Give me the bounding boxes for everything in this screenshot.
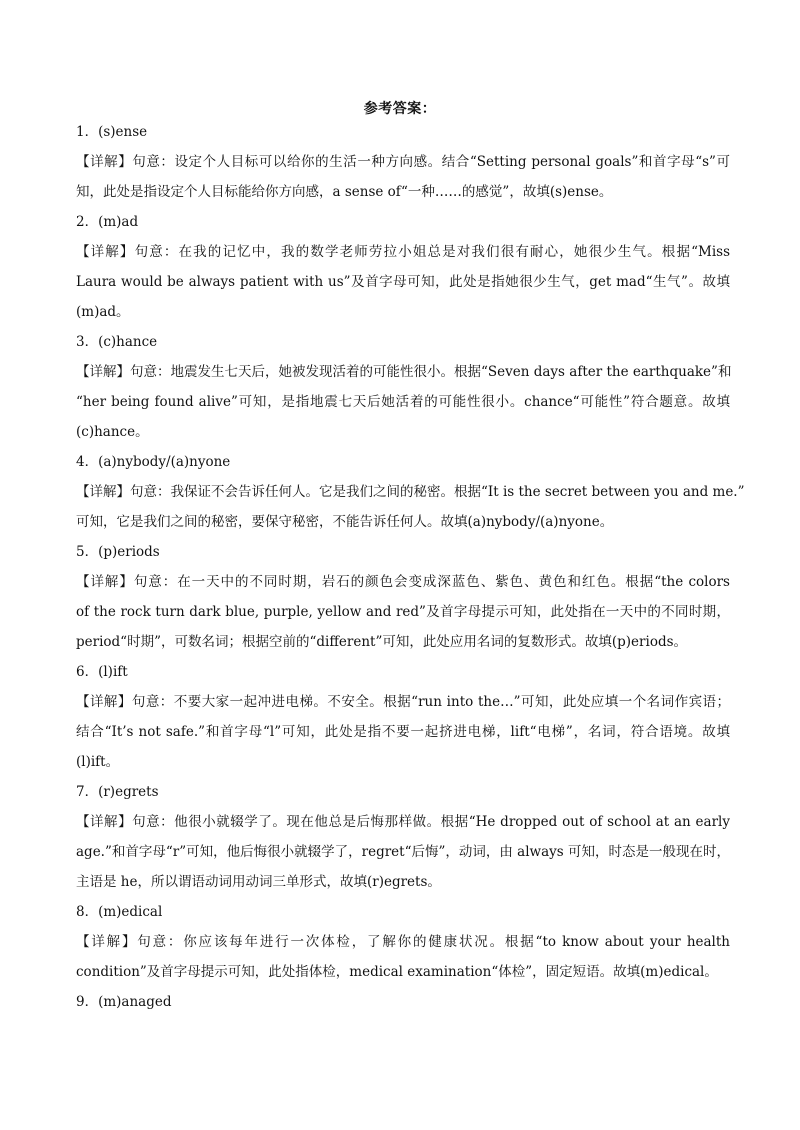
explanation-line: 知，此处是指设定个人目标能给你方向感，a sense of“一种……的感觉”，故填(s)ense。 — [76, 184, 613, 200]
explanation-line: 【详解】句意：我保证不会告诉任何人。它是我们之间的秘密。根据“It is the secret between you and me.” — [76, 484, 745, 500]
answer-number-line: 2．(m)ad — [76, 214, 139, 230]
explanation-line: of the rock turn dark blue, purple, yellow and red”及首字母提示可知，此处指在一天中的不同时期， — [76, 604, 730, 620]
explanation-line: 【详解】句意：地震发生七天后，她被发现活着的可能性很小。根据“Seven days after the earthquake”和 — [76, 364, 732, 380]
answer-number-line: 8．(m)edical — [76, 904, 163, 920]
explanation-line: 【详解】句意：在我的记忆中，我的数学老师劳拉小姐总是对我们很有耐心，她很少生气。根据“Miss — [76, 244, 730, 260]
answer-number-line: 4．(a)nybody/(a)nyone — [76, 454, 231, 470]
explanation-line: 可知，它是我们之间的秘密，要保守秘密，不能告诉任何人。故填(a)nybody/(a)nyone。 — [76, 514, 614, 530]
explanation-line: period“时期”，可数名词；根据空前的“different”可知，此处应用名词的复数形式。故填(p)eriods。 — [76, 634, 688, 650]
page-title: 参考答案： — [363, 101, 437, 117]
explanation-line: condition”及首字母提示可知，此处指体检，medical examination“体检”，固定短语。故填(m)edical。 — [76, 964, 718, 980]
answer-number-line: 6．(l)ift — [76, 664, 128, 680]
answer-number-line: 1．(s)ense — [76, 124, 148, 140]
explanation-line: (m)ad。 — [76, 304, 130, 320]
answer-number-line: 5．(p)eriods — [76, 544, 160, 560]
explanation-line: 【详解】句意：不要大家一起冲进电梯。不安全。根据“run into the…”可知，此处应填一个名词作宾语； — [76, 694, 730, 710]
answer-number-line: 7．(r)egrets — [76, 784, 159, 800]
explanation-line: 结合“It’s not safe.”和首字母“l”可知，此处是指不要一起挤进电梯，lift“电梯”，名词，符合语境。故填 — [76, 724, 730, 740]
explanation-line: “her being found alive”可知，是指地震七天后她活着的可能性很小。chance“可能性”符合题意。故填 — [76, 394, 730, 410]
answer-number-line: 9．(m)anaged — [76, 994, 172, 1010]
explanation-line: 【详解】句意：他很小就辍学了。现在他总是后悔那样做。根据“He dropped out of school at an early — [76, 814, 730, 830]
explanation-line: 主语是 he，所以谓语动词用动词三单形式，故填(r)egrets。 — [76, 874, 441, 890]
answer-number-line: 3．(c)hance — [76, 334, 158, 350]
explanation-line: 【详解】句意：设定个人目标可以给你的生活一种方向感。结合“Setting personal goals”和首字母“s”可 — [76, 154, 730, 170]
explanation-line: Laura would be always patient with us”及首字母可知，此处是指她很少生气，get mad“生气”。故填 — [76, 274, 730, 290]
explanation-line: (l)ift。 — [76, 754, 120, 770]
explanation-line: 【详解】句意：在一天中的不同时期，岩石的颜色会变成深蓝色、紫色、黄色和红色。根据“the colors — [76, 574, 730, 590]
explanation-line: (c)hance。 — [76, 424, 149, 440]
explanation-line: age.”和首字母“r”可知，他后悔很小就辍学了，regret“后悔”，动词，由 always 可知，时态是一般现在时， — [76, 844, 730, 860]
explanation-line: 【详解】句意：你应该每年进行一次体检，了解你的健康状况。根据“to know about your health — [76, 934, 730, 950]
